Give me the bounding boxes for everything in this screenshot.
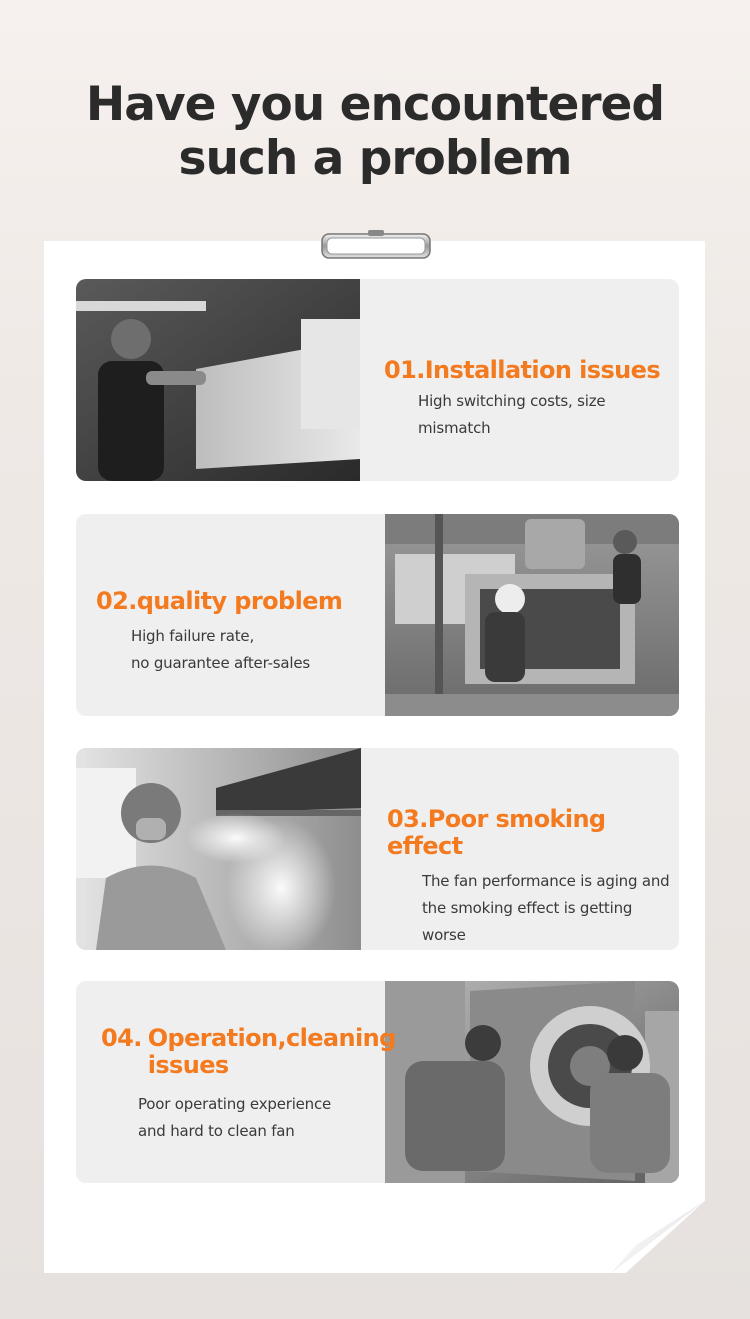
problem-description-line-1: High failure rate, <box>131 627 255 645</box>
problem-title-line-1: Operation,cleaning <box>147 1024 396 1052</box>
problem-description-line-1: Poor operating experience <box>138 1095 332 1113</box>
problem-text-quality <box>96 588 342 677</box>
problem-number: 04. <box>101 1024 142 1052</box>
problem-description-line-2: the smoking effect is getting worse <box>422 899 633 944</box>
problem-card-quality <box>76 514 679 716</box>
problem-card-smoking <box>76 748 679 950</box>
problem-text-operation <box>101 1025 396 1145</box>
workers-repairing-fan-unit-photo <box>385 514 679 716</box>
man-coughing-under-range-hood-photo <box>76 748 361 950</box>
problem-card-installation <box>76 279 679 481</box>
problem-description-line-2: and hard to clean fan <box>138 1122 295 1140</box>
problem-title: 01.Installation issues <box>384 356 661 384</box>
problem-card-operation <box>76 981 679 1183</box>
problem-title-line-2: issues <box>147 1051 229 1079</box>
problem-text-smoking <box>387 806 679 949</box>
page-title-line-1: Have you encountered <box>85 77 665 132</box>
problem-title: 03.Poor smoking effect <box>387 805 606 860</box>
binder-clip-icon <box>320 229 432 261</box>
technician-installing-ductwork-photo <box>76 279 360 481</box>
page-title-line-2: such a problem <box>178 131 572 186</box>
problem-title: 02.quality problem <box>96 587 343 615</box>
problem-description: High switching costs, size mismatch <box>418 392 606 437</box>
problem-text-installation <box>384 357 679 442</box>
workers-cleaning-centrifugal-fan-photo <box>385 981 679 1183</box>
page-title <box>0 78 750 186</box>
problem-description-line-2: no guarantee after-sales <box>131 654 311 672</box>
problem-description-line-1: The fan performance is aging and <box>422 872 670 890</box>
